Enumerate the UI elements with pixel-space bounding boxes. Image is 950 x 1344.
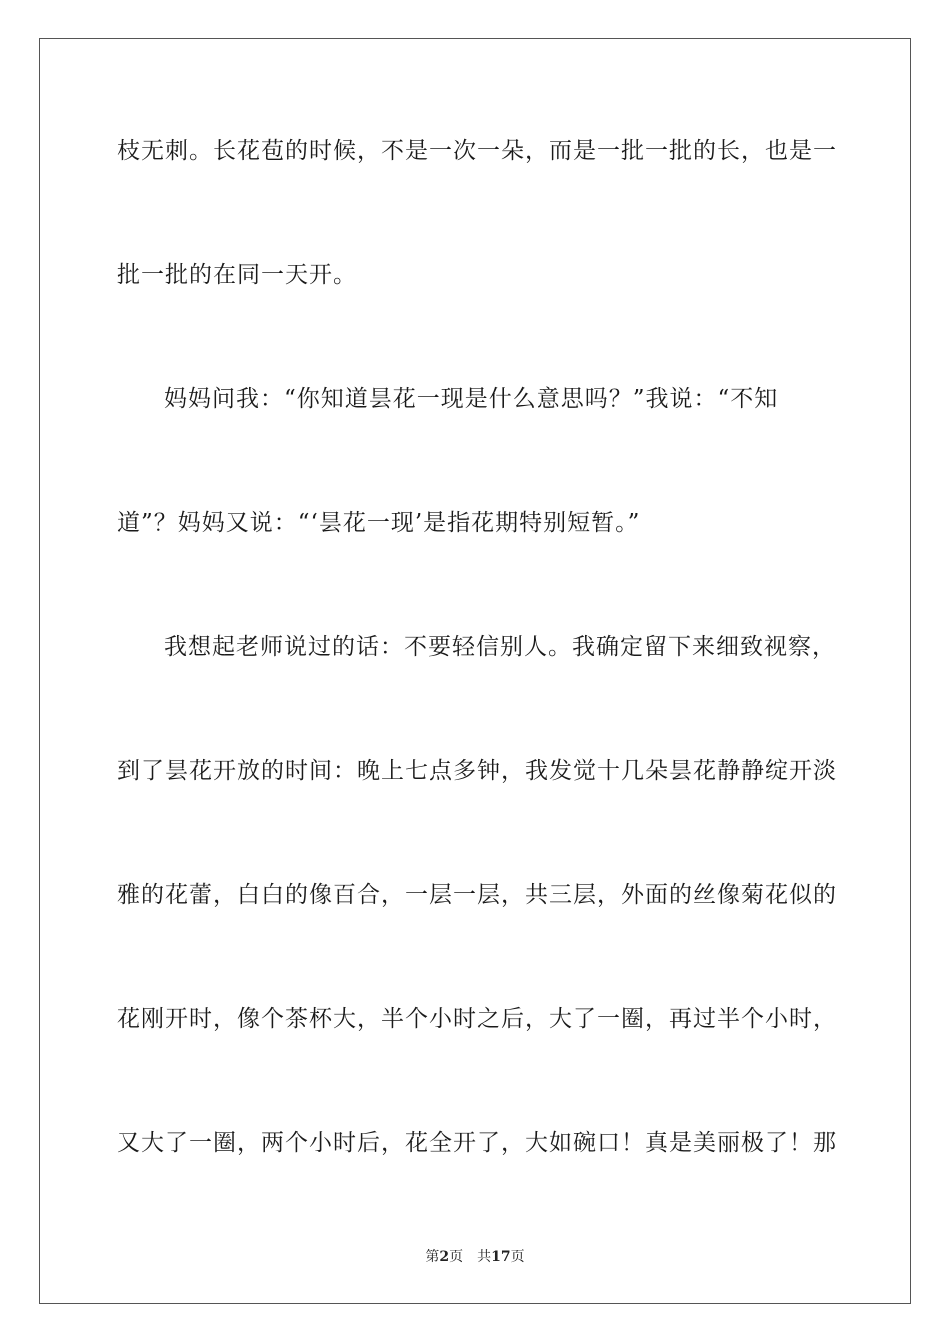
page-border bbox=[39, 38, 911, 1304]
text-line: 道”？妈妈又说：“‘昙花一现’是指花期特别短暂。” bbox=[117, 510, 641, 536]
total-pages: 17 bbox=[491, 1249, 511, 1265]
total-suffix: 页 bbox=[510, 1249, 525, 1265]
page-prefix: 第 bbox=[425, 1249, 440, 1265]
text-line: 到了昙花开放的时间：晚上七点多钟，我发觉十几朵昙花静静绽开淡 bbox=[117, 758, 837, 784]
text-line: 枝无刺。长花苞的时候，不是一次一朵，而是一批一批的长，也是一 bbox=[117, 138, 837, 164]
total-prefix: 共 bbox=[477, 1249, 492, 1265]
text-line: 批一批的在同一天开。 bbox=[117, 262, 357, 288]
page-footer bbox=[0, 1247, 950, 1267]
text-line: 花刚开时，像个茶杯大，半个小时之后，大了一圈，再过半个小时， bbox=[117, 1006, 837, 1032]
text-line: 妈妈问我：“你知道昙花一现是什么意思吗？”我说：“不知 bbox=[164, 386, 779, 412]
page-number: 2 bbox=[439, 1249, 450, 1265]
text-line: 我想起老师说过的话：不要轻信别人。我确定留下来细致视察， bbox=[164, 634, 836, 660]
text-line: 雅的花蕾，白白的像百合，一层一层，共三层，外面的丝像菊花似的 bbox=[117, 882, 837, 908]
text-line: 又大了一圈，两个小时后，花全开了，大如碗口！真是美丽极了！那 bbox=[117, 1130, 837, 1156]
page-suffix: 页 bbox=[449, 1249, 464, 1265]
